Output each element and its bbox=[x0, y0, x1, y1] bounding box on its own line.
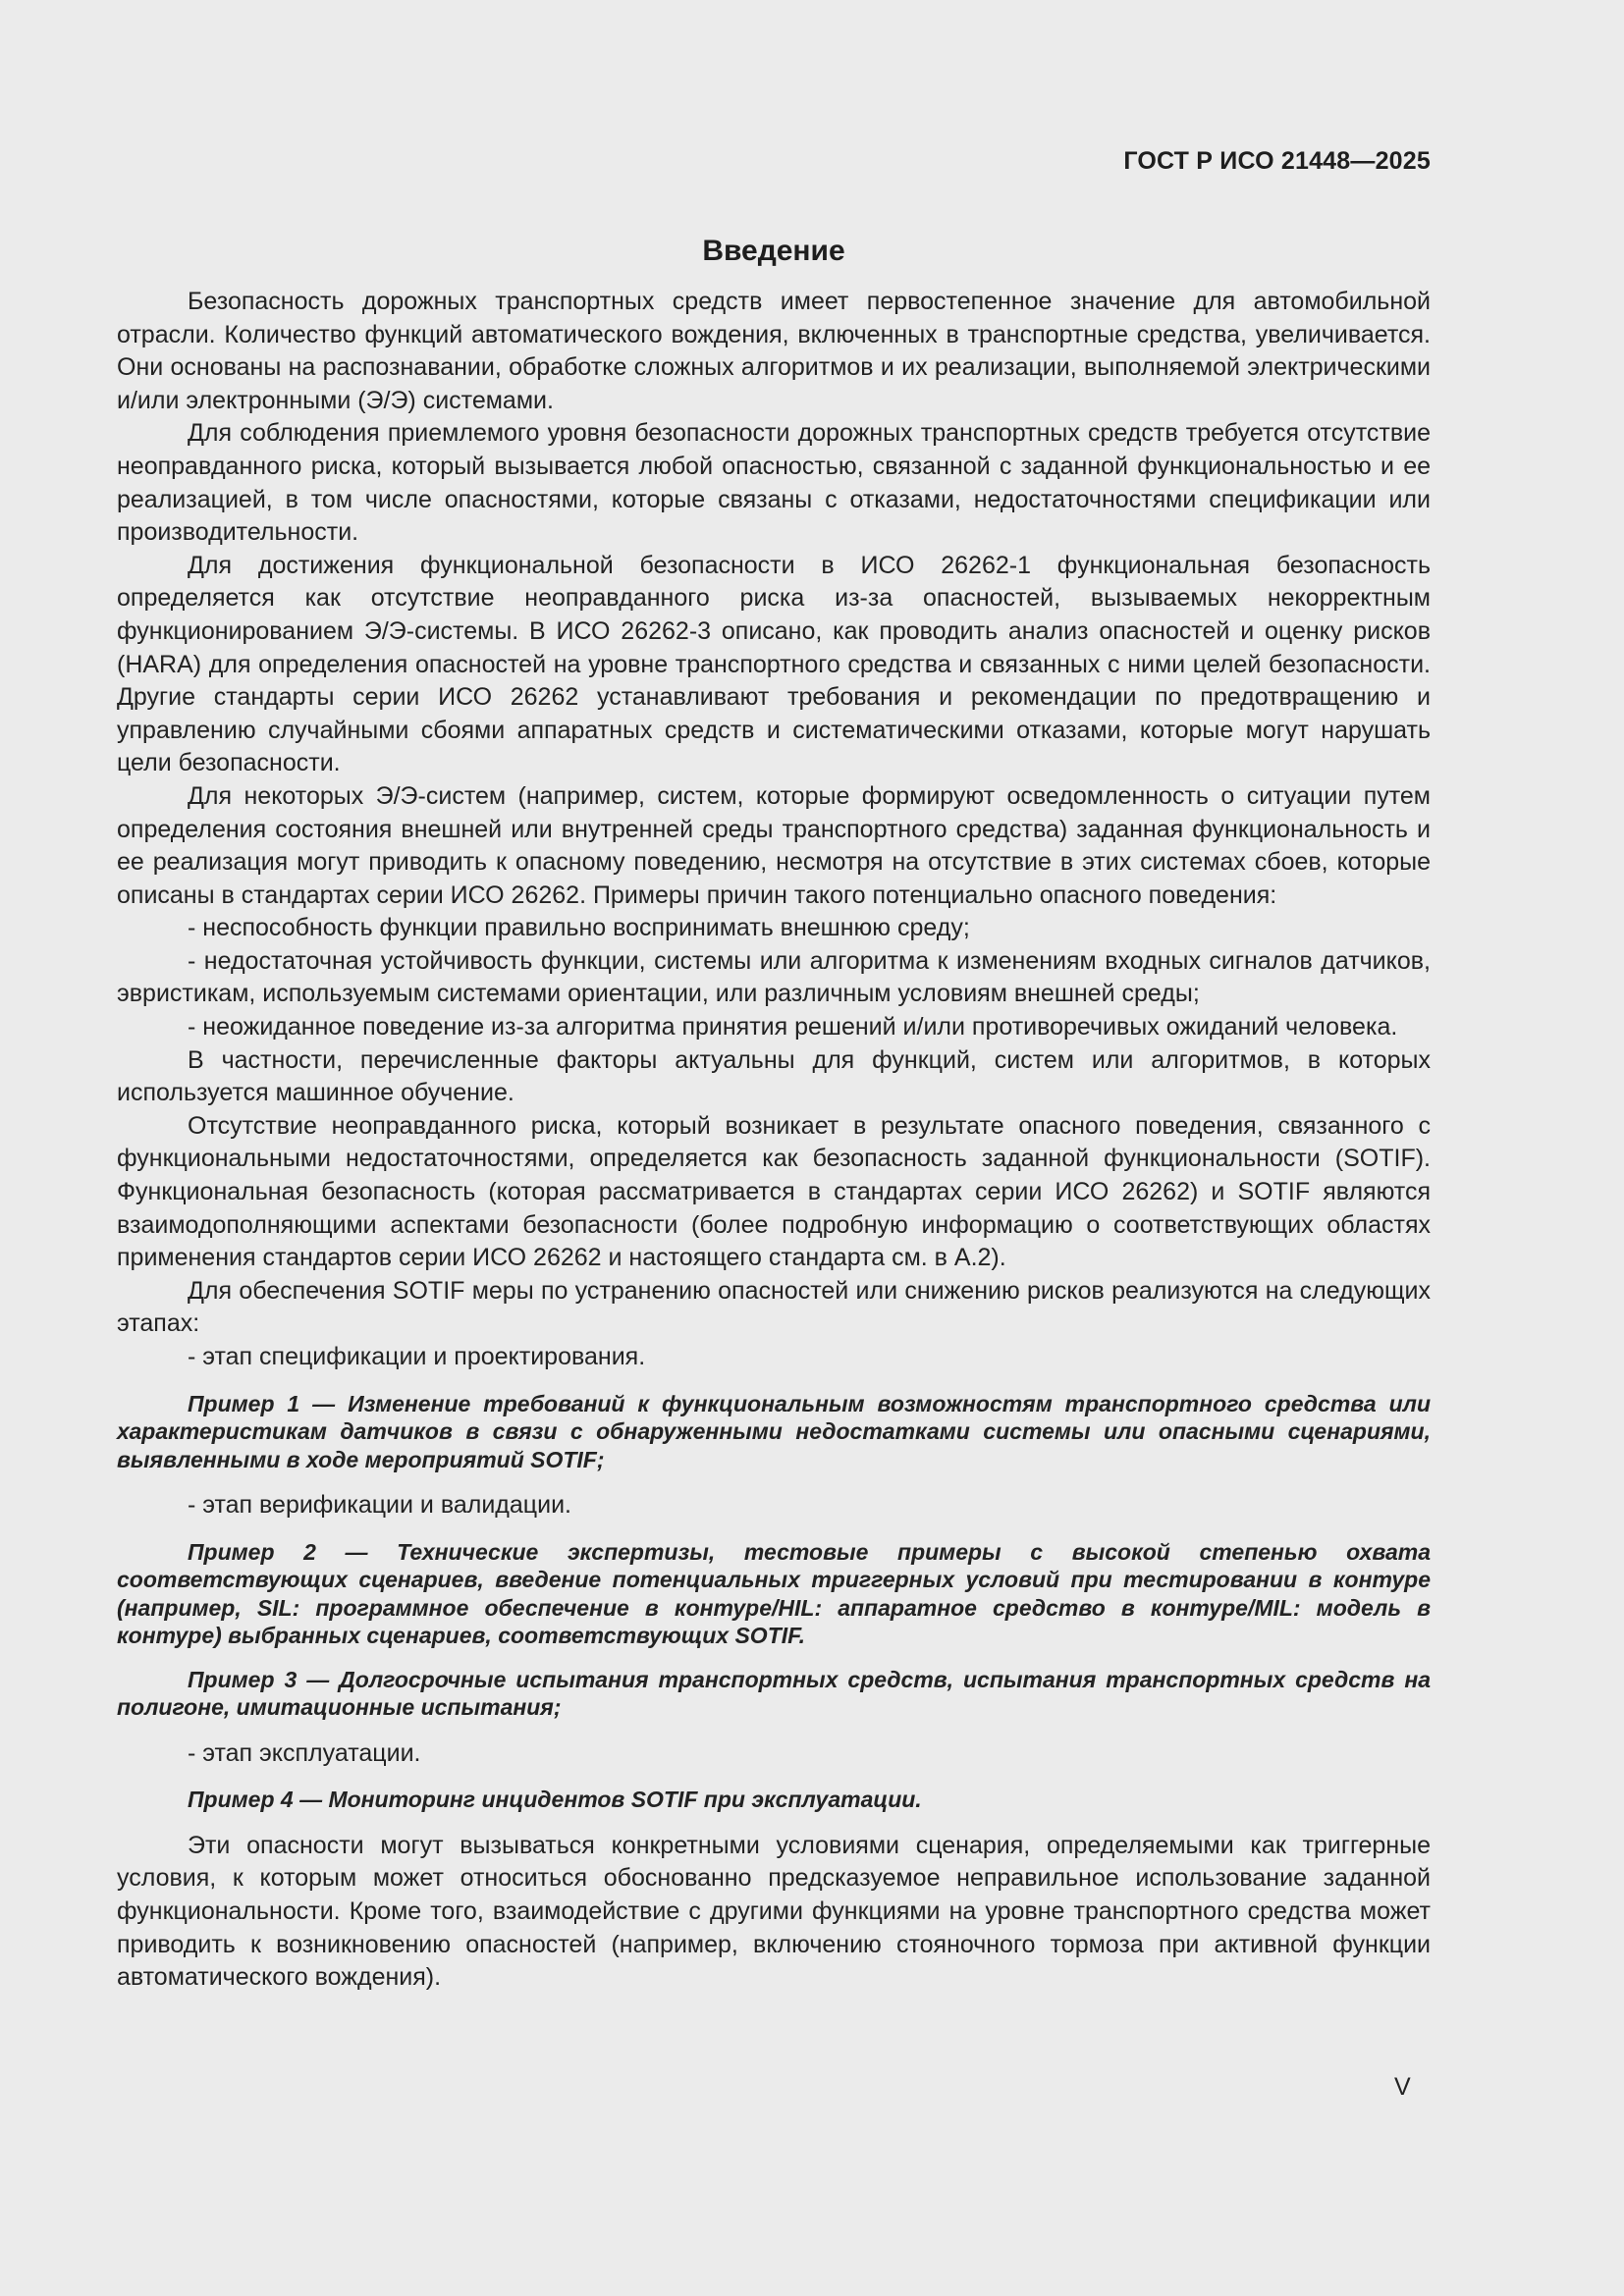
list-item: - неспособность функции правильно воспринимать внешнюю среду; bbox=[188, 914, 970, 942]
paragraph: Для соблюдения приемлемого уровня безопасности дорожных транспортных средств требуется отсутствие неоправданного риска, который вызывается любой опасностью, связанной с заданной функциональностью и ее реализацией, в том числе опасностями, которые связаны с отказами, недостаточностями спецификации или производительности. bbox=[117, 419, 1431, 547]
list-item: - этап эксплуатации. bbox=[188, 1738, 421, 1767]
paragraph: Для некоторых Э/Э-систем (например, систем, которые формируют осведомленность о ситуации путем определения состояния внешней или внутренней среды транспортного средства) заданная функциональность и ее реализация могут приводить к опасному поведению, несмотря на отсутствие в этих системах сбоев, которые описаны в стандартах серии ИСО 26262. Примеры причин такого потенциально опасного поведения: bbox=[117, 781, 1431, 909]
paragraph: Для обеспечения SOTIF меры по устранению опасностей или снижению рисков реализуются на следующих этапах: bbox=[117, 1276, 1431, 1338]
paragraph: Безопасность дорожных транспортных средств имеет первостепенное значение для автомобильной отрасли. Количество функций автоматического вождения, включенных в транспортные средства, увеличивается. Они основаны на распознавании, обработке сложных алгоритмов и их реализации, выполняемой электрическими и/или электронными (Э/Э) системами. bbox=[117, 288, 1431, 414]
section-title: Введение bbox=[702, 235, 845, 267]
paragraph: Для достижения функциональной безопасности в ИСО 26262-1 функциональная безопасность определяется как отсутствие неоправданного риска из-за опасностей, вызываемых некорректным функционированием Э/Э-системы. В ИСО 26262-3 описано, как проводить анализ опасностей и оценку рисков (HARA) для определения опасностей на уровне транспортного средства и связанных с ними целей безопасности. Другие стандарты серии ИСО 26262 устанавливают требования и рекомендации по предотвращению и управлению случайными сбоями аппаратных средств и систематическими отказами, которые могут нарушать цели безопасности. bbox=[117, 551, 1431, 777]
paragraph: В частности, перечисленные факторы актуальны для функций, систем или алгоритмов, в которых используется машинное обучение. bbox=[117, 1045, 1431, 1107]
list-item: - неожиданное поведение из-за алгоритма принятия решений и/или противоречивых ожиданий человека. bbox=[188, 1013, 1398, 1041]
example-note: Пример 1 — Изменение требований к функциональным возможностям транспортного средства или характеристикам датчиков в связи с обнаруженными недостатками системы или опасными сценариями, выявленными в ходе мероприятий SOTIF; bbox=[117, 1390, 1431, 1472]
document-code: ГОСТ Р ИСО 21448—2025 bbox=[1123, 147, 1431, 175]
example-note: Пример 4 — Мониторинг инцидентов SOTIF при эксплуатации. bbox=[188, 1787, 922, 1813]
page-number: V bbox=[1394, 2073, 1411, 2101]
list-item: - этап спецификации и проектирования. bbox=[188, 1343, 646, 1370]
paragraph: Эти опасности могут вызываться конкретными условиями сценария, определяемыми как триггерные условия, к которым может относиться обоснованно предсказуемое неправильное использование заданной функциональности. Кроме того, взаимодействие с другими функциями на уровне транспортного средства может приводить к возникновению опасностей (например, включению стояночного тормоза при активной функции автоматического вождения). bbox=[117, 1831, 1431, 1992]
example-note: Пример 2 — Технические экспертизы, тестовые примеры с высокой степенью охвата соответствующих сценариев, введение потенциальных триггерных условий при тестировании в контуре (например, SIL: программное обеспечение в контуре/HIL: аппаратное средство в контуре/MIL: модель в контуре) выбранных сценариев, соответствующих SOTIF. bbox=[117, 1538, 1431, 1649]
section-body bbox=[117, 286, 1431, 1995]
example-note: Пример 3 — Долгосрочные испытания транспортных средств, испытания транспортных средств на полигоне, имитационные испытания; bbox=[117, 1666, 1431, 1721]
list-item: - этап верификации и валидации. bbox=[188, 1491, 571, 1520]
document-page bbox=[117, 147, 1431, 1995]
list-item: - недостаточная устойчивость функции, системы или алгоритма к изменениям входных сигналов датчиков, эвристикам, используемым системами ориентации, или различным условиям внешней среды; bbox=[117, 946, 1431, 1008]
paragraph: Отсутствие неоправданного риска, который возникает в результате опасного поведения, связанного с функциональными недостаточностями, определяется как безопасность заданной функциональности (SOTIF). Функциональная безопасность (которая рассматривается в стандартах серии ИСО 26262) и SOTIF являются взаимодополняющими аспектами безопасности (более подробную информацию о соответствующих областях применения стандартов серии ИСО 26262 и настоящего стандарта см. в А.2). bbox=[117, 1111, 1431, 1272]
